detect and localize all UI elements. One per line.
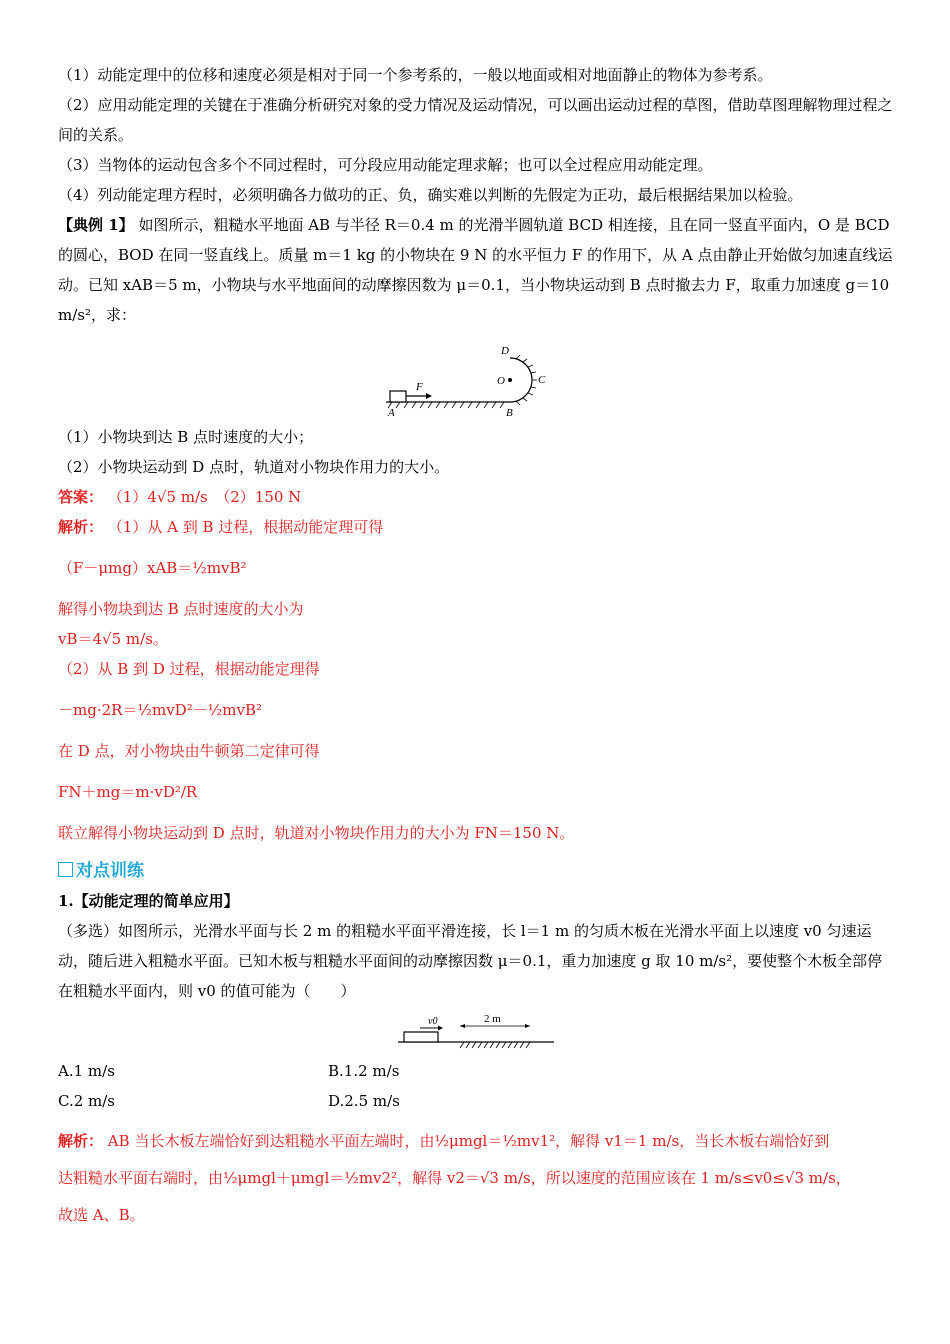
block <box>390 391 406 402</box>
options <box>58 1056 894 1116</box>
equation-1: （F－μmg）xAB＝½mvB² <box>58 559 247 577</box>
track-figure <box>386 334 596 420</box>
example-label: 【典例 1】 <box>58 216 134 234</box>
exercise-heading: 1.【动能定理的简单应用】 <box>58 892 239 910</box>
conclusion: 联立解得小物块运动到 D 点时，轨道对小物块作用力的大小为 FN＝150 N。 <box>58 824 575 842</box>
exercise-analysis-1 <box>58 1124 894 1158</box>
example-1 <box>58 210 894 330</box>
label-a: A <box>388 407 395 419</box>
example-text: 如图所示，粗糙水平地面 AB 与半径 R＝0.4 m 的光滑半圆轨道 BCD 相连接，且在同一竖直平面内，O 是 BCD 的圆心，BOD 在同一竖直线上。质量 m＝1 kg 的小物块在 9 N 的水平恒力 F 的作用下，从 A 点由静止开始做匀加速直线运动。已知 xAB＝5 m，小物块与水平地面间的动摩擦因数为 μ＝0.1，当小物块运动到 B 点时撤去力 F，取重力加速度 g＝10 m/s²，求： <box>58 216 893 324</box>
option-c[interactable]: C.2 m/s <box>58 1092 115 1110</box>
label-b: B <box>506 407 513 419</box>
analysis-text-1: （1）从 A 到 B 过程，根据动能定理可得 <box>107 518 384 536</box>
semicircle-track <box>510 358 532 402</box>
label-o: O <box>497 375 505 387</box>
square-icon <box>58 862 73 877</box>
equation-3: FN＋mg＝m·vD²/R <box>58 783 198 801</box>
note-4: （4）列动能定理方程时，必须明确各力做功的正、负，确实难以判断的先假定为正功，最后根据结果加以检验。 <box>58 186 803 204</box>
board <box>404 1032 438 1042</box>
exercise-analysis-label: 解析： <box>58 1132 104 1150</box>
section-title: 对点训练 <box>76 861 144 881</box>
option-b[interactable]: B.1.2 m/s <box>328 1062 400 1080</box>
analysis-label: 解析： <box>58 518 104 536</box>
note-1: （1）动能定理中的位移和速度必须是相对于同一个参考系的，一般以地面或相对地面静止的物体为参考系。 <box>58 66 773 84</box>
exercise-analysis-text-3: 故选 A、B。 <box>58 1206 145 1224</box>
label-length: 2 m <box>484 1013 501 1025</box>
answer-label: 答案： <box>58 488 104 506</box>
question-1: （1）小物块到达 B 点时速度的大小； <box>58 428 314 446</box>
result-1: vB＝4√5 m/s。 <box>58 630 168 648</box>
section-heading <box>58 856 894 886</box>
label-v0: v0 <box>428 1016 438 1027</box>
analysis-text-2: 解得小物块到达 B 点时速度的大小为 <box>58 600 304 618</box>
exercise-analysis-answer: AB <box>107 1132 130 1150</box>
exercise-analysis-text-1: 当长木板左端恰好到达粗糙水平面左端时，由½μmgl＝½mv1²，解得 v1＝1 m/s，当长木板右端恰好到 <box>134 1132 830 1150</box>
note-3: （3）当物体的运动包含多个不同过程时，可分段应用动能定理求解；也可以全过程应用动能定理。 <box>58 156 713 174</box>
document-page <box>58 60 894 1232</box>
label-d: D <box>501 345 509 357</box>
exercise-analysis-text-2: 达粗糙水平面右端时，由½μmgl＋μmgl＝½mv2²，解得 v2＝√3 m/s，所以速度的范围应该在 1 m/s≤v0≤√3 m/s， <box>58 1169 851 1187</box>
label-c: C <box>538 374 546 386</box>
equation-2: －mg·2R＝½mvD²－½mvB² <box>58 701 262 719</box>
exercise-text: （多选）如图所示，光滑水平面与长 2 m 的粗糙水平面平滑连接，长 l＝1 m 的匀质木板在光滑水平面上以速度 v0 匀速运动，随后进入粗糙水平面。已知木板与粗糙水平面间的动摩擦因数 μ＝0.1，重力加速度 g 取 10 m/s²，要使整个木板全部停在粗糙水平面内，则 v0 的值可能为（ ） <box>58 922 883 1000</box>
board-figure <box>398 1012 558 1052</box>
label-f: F <box>416 381 423 393</box>
analysis-text-4: 在 D 点，对小物块由牛顿第二定律可得 <box>58 742 320 760</box>
answer-text: （1）4√5 m/s （2）150 N <box>107 488 302 506</box>
note-2: （2）应用动能定理的关键在于准确分析研究对象的受力情况及运动情况，可以画出运动过程的草图，借助草图理解物理过程之间的关系。 <box>58 96 893 144</box>
question-2: （2）小物块运动到 D 点时，轨道对小物块作用力的大小。 <box>58 458 450 476</box>
analysis-text-3: （2）从 B 到 D 过程，根据动能定理得 <box>58 660 320 678</box>
answer <box>58 482 894 512</box>
option-d[interactable]: D.2.5 m/s <box>328 1092 400 1110</box>
analysis-step-1 <box>58 512 894 542</box>
option-a[interactable]: A.1 m/s <box>58 1062 115 1080</box>
center-point <box>508 378 512 382</box>
